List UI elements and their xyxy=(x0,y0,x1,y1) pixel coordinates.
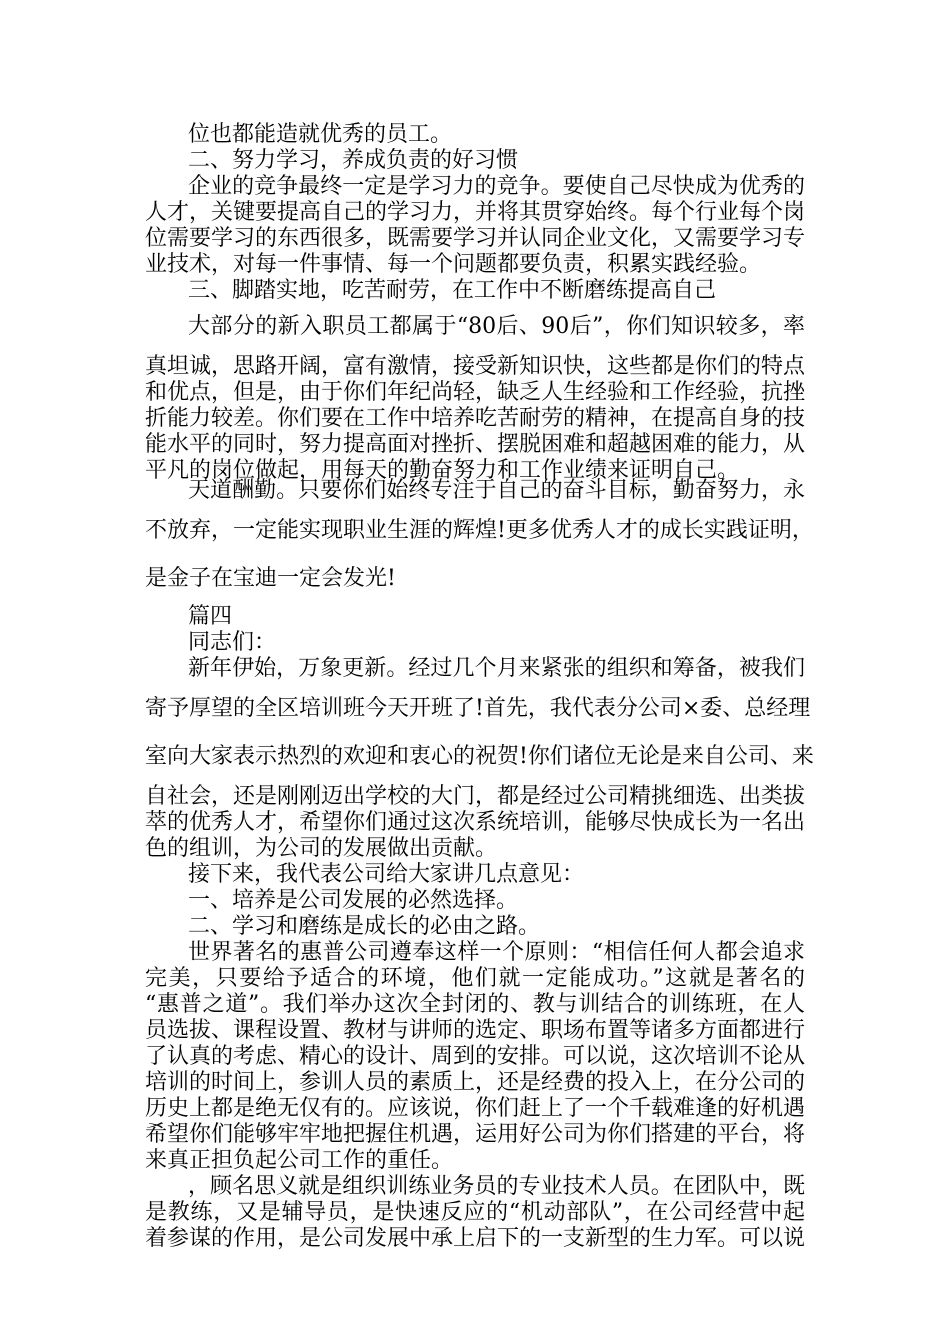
text-line: 位也都能造就优秀的员工。 xyxy=(188,122,453,147)
text-line: 寄予厚望的全区培训班今天开班了!首先，我代表分公司×委、总经理 xyxy=(145,696,811,721)
text-line: 着参谋的作用，是公司发展中承上启下的一支新型的生力军。可以说 xyxy=(145,1226,806,1251)
text-line: 人才，关键要提高自己的学习力，并将其贯穿始终。每个行业每个岗 xyxy=(145,200,806,225)
text-line: 一、培养是公司发展的必然选择。 xyxy=(188,888,519,913)
text-line: 三、脚踏实地，吃苦耐劳，在工作中不断磨练提高自己 xyxy=(188,278,717,303)
text-line: 业技术，对每一件事情、每一个问题都要负责，积累实践经验。 xyxy=(145,252,762,277)
text-line: “惠普之道”。我们举办这次全封闭的、教与训结合的训练班，在人 xyxy=(145,992,805,1017)
text-line: 色的组训，为公司的发展做出贡献。 xyxy=(145,836,498,861)
text-line: 大部分的新入职员工都属于“80后、90后”，你们知识较多，率 xyxy=(188,314,805,339)
text-line: 企业的竞争最终一定是学习力的竞争。要使自己尽快成为优秀的 xyxy=(188,174,805,199)
text-line: 新年伊始，万象更新。经过几个月来紧张的组织和筹备，被我们 xyxy=(188,656,805,681)
salutation: 同志们： xyxy=(188,630,277,655)
text-line: 平凡的岗位做起，用每天的勤奋努力和工作业绩来证明自己。 xyxy=(145,458,740,483)
text-line: 位需要学习的东西很多，既需要学习并认同企业文化，又需要学习专 xyxy=(145,226,806,251)
text-line: 天道酬勤。只要你们始终专注于自己的奋斗目标，勤奋努力，永 xyxy=(188,478,805,503)
text-line: 了认真的考虑、精心的设计、周到的安排。可以说，这次培训不论从 xyxy=(145,1044,806,1069)
text-line: 接下来，我代表公司给大家讲几点意见： xyxy=(188,862,585,887)
text-line: 二、努力学习，养成负责的好习惯 xyxy=(188,148,519,173)
text-line: 自社会，还是刚刚迈出学校的大门，都是经过公司精挑细选、出类拔 xyxy=(145,784,806,809)
text-line: ，顾名思义就是组织训练业务员的专业技术人员。在团队中，既 xyxy=(188,1174,805,1199)
text-line: 萃的优秀人才，希望你们通过这次系统培训，能够尽快成长为一名出 xyxy=(145,810,806,835)
text-line: 希望你们能够牢牢地把握住机遇，运用好公司为你们搭建的平台，将 xyxy=(145,1122,806,1147)
text-line: 是教练，又是辅导员，是快速反应的“机动部队”，在公司经营中起 xyxy=(145,1200,805,1225)
text-line: 能水平的同时，努力提高面对挫折、摆脱困难和超越困难的能力，从 xyxy=(145,432,806,457)
text-line: 真坦诚，思路开阔，富有激情，接受新知识快，这些都是你们的特点 xyxy=(145,354,806,379)
text-line: 和优点，但是，由于你们年纪尚轻，缺乏人生经验和工作经验，抗挫 xyxy=(145,380,806,405)
text-line: 折能力较差。你们要在工作中培养吃苦耐劳的精神，在提高自身的技 xyxy=(145,406,806,431)
text-line: 是金子在宝迪一定会发光! xyxy=(145,566,396,591)
text-line: 不放弃，一定能实现职业生涯的辉煌!更多优秀人才的成长实践证明， xyxy=(145,518,814,543)
text-line: 完美，只要给予适合的环境，他们就一定能成功。”这就是著名的 xyxy=(145,966,805,991)
text-line: 培训的时间上，参训人员的素质上，还是经费的投入上，在分公司的 xyxy=(145,1070,806,1095)
text-line: 二、学习和磨练是成长的必由之路。 xyxy=(188,914,541,939)
text-line: 世界著名的惠普公司遵奉这样一个原则：“相信任何人都会追求 xyxy=(188,940,805,965)
text-line: 来真正担负起公司工作的重任。 xyxy=(145,1148,454,1173)
text-line: 历史上都是绝无仅有的。应该说，你们赶上了一个千载难逢的好机遇 xyxy=(145,1096,806,1121)
section-heading: 篇四 xyxy=(188,604,233,629)
text-line: 员选拔、课程设置、教材与讲师的选定、职场布置等诸多方面都进行 xyxy=(145,1018,806,1043)
text-line: 室向大家表示热烈的欢迎和衷心的祝贺!你们诸位无论是来自公司、来 xyxy=(145,744,814,769)
